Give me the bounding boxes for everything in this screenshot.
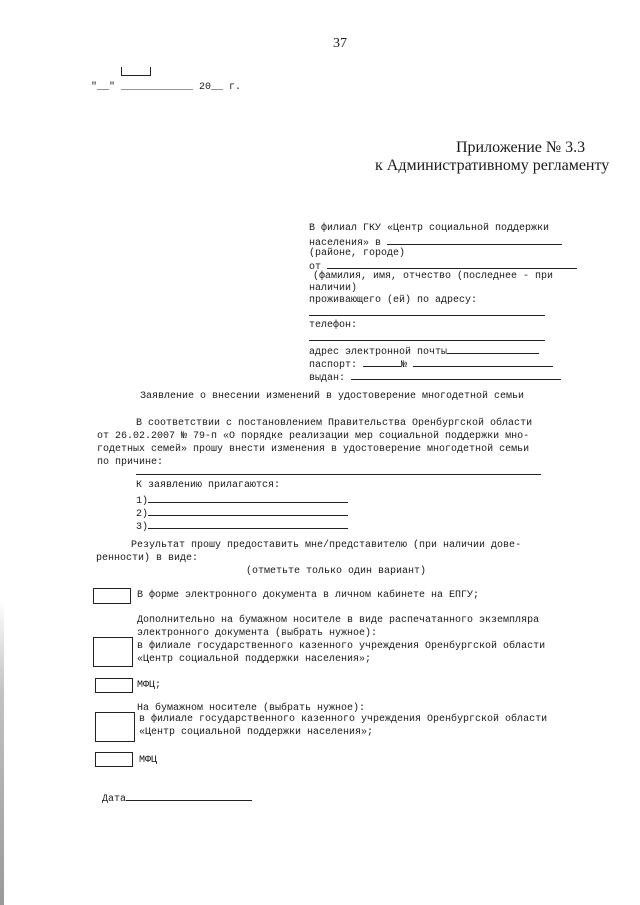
date-line: "__" ____________ 20__ г. <box>91 82 242 93</box>
option-mfc-paper: МФЦ <box>139 755 158 766</box>
result-line-1: Результат прошу предоставить мне/представителю (при наличии дове- <box>131 540 522 551</box>
reason-underline <box>136 474 541 475</box>
statement-p1-l2: от 26.02.2007 № 79-п «О порядке реализации мер социальной поддержки мно- <box>97 431 530 442</box>
option-branch-paper-l2: «Центр социальной поддержки населения»; <box>139 727 374 738</box>
date-footer: Дата <box>102 791 252 806</box>
appendix-subtitle: к Административному регламенту <box>375 157 610 174</box>
appendix-title: Приложение № 3.3 <box>456 139 586 156</box>
checkbox-mfc-paper[interactable] <box>95 752 133 767</box>
checkbox-mfc-copy[interactable] <box>95 678 133 693</box>
option-paper-copy-l2: электронного документа (выбрать нужное): <box>137 628 378 639</box>
addressee-line-3: (районе, городе) <box>309 248 406 259</box>
addressee-line-2: населения» в <box>309 235 562 250</box>
checkbox-epgu[interactable] <box>93 588 131 604</box>
option-branch-paper-l1: в филиале государственного казенного учреждения Оренбургской области <box>139 714 548 725</box>
addressee-fio-hint-2: наличии) <box>309 283 358 294</box>
passport-line: паспорт: № <box>309 357 553 372</box>
addressee-line-1: В филиал ГКУ «Центр социальной поддержки <box>309 223 550 234</box>
statement-title: Заявление о внесении изменений в удостоверение многодетной семьи <box>140 391 525 402</box>
addressee-from: от <box>309 259 577 274</box>
option-epgu: В форме электронного документа в личном кабинете на ЕПГУ; <box>137 590 480 601</box>
address-underline <box>309 315 545 316</box>
scan-edge-shadow <box>0 600 4 905</box>
option-branch-copy-l1: в филиале государственного казенного учреждения Оренбургской области <box>137 641 546 652</box>
attachment-2: 2) <box>136 506 348 521</box>
option-mfc-copy: МФЦ; <box>137 680 162 691</box>
option-branch-copy-l2: «Центр социальной поддержки населения»; <box>137 654 372 665</box>
attachments-label: К заявлению прилагаются: <box>136 480 281 491</box>
attachment-3: 3) <box>136 519 348 534</box>
phone-underline <box>309 340 545 341</box>
addressee-residence: проживающего (ей) по адресу: <box>309 295 478 306</box>
corner-mark <box>121 67 151 76</box>
result-line-2: ренности) в виде: <box>96 553 199 564</box>
phone-label: телефон: <box>309 320 358 331</box>
statement-p1-l3: годетных семей» прошу внести изменения в удостоверение многодетной семьи <box>97 444 530 455</box>
option-paper-l1: На бумажном носителе (выбрать нужное): <box>137 703 366 714</box>
page-number: 37 <box>333 36 347 51</box>
option-paper-copy-l1: Дополнительно на бумажном носителе в виде распечатанного экземпляра <box>137 615 540 626</box>
statement-p1-l1: В соответствии с постановлением Правительства Оренбургской области <box>136 418 533 429</box>
email-label: адрес электронной почты <box>309 344 539 359</box>
issued-line: выдан: <box>309 370 561 385</box>
addressee-fio-hint: (фамилия, имя, отчество (последнее - при <box>313 271 554 282</box>
statement-p1-l4: по причине: <box>97 457 164 468</box>
result-line-3: (отметьте только один вариант) <box>246 566 427 577</box>
checkbox-branch-paper[interactable] <box>95 712 135 742</box>
checkbox-branch-copy[interactable] <box>93 637 133 667</box>
attachment-1: 1) <box>136 493 348 508</box>
